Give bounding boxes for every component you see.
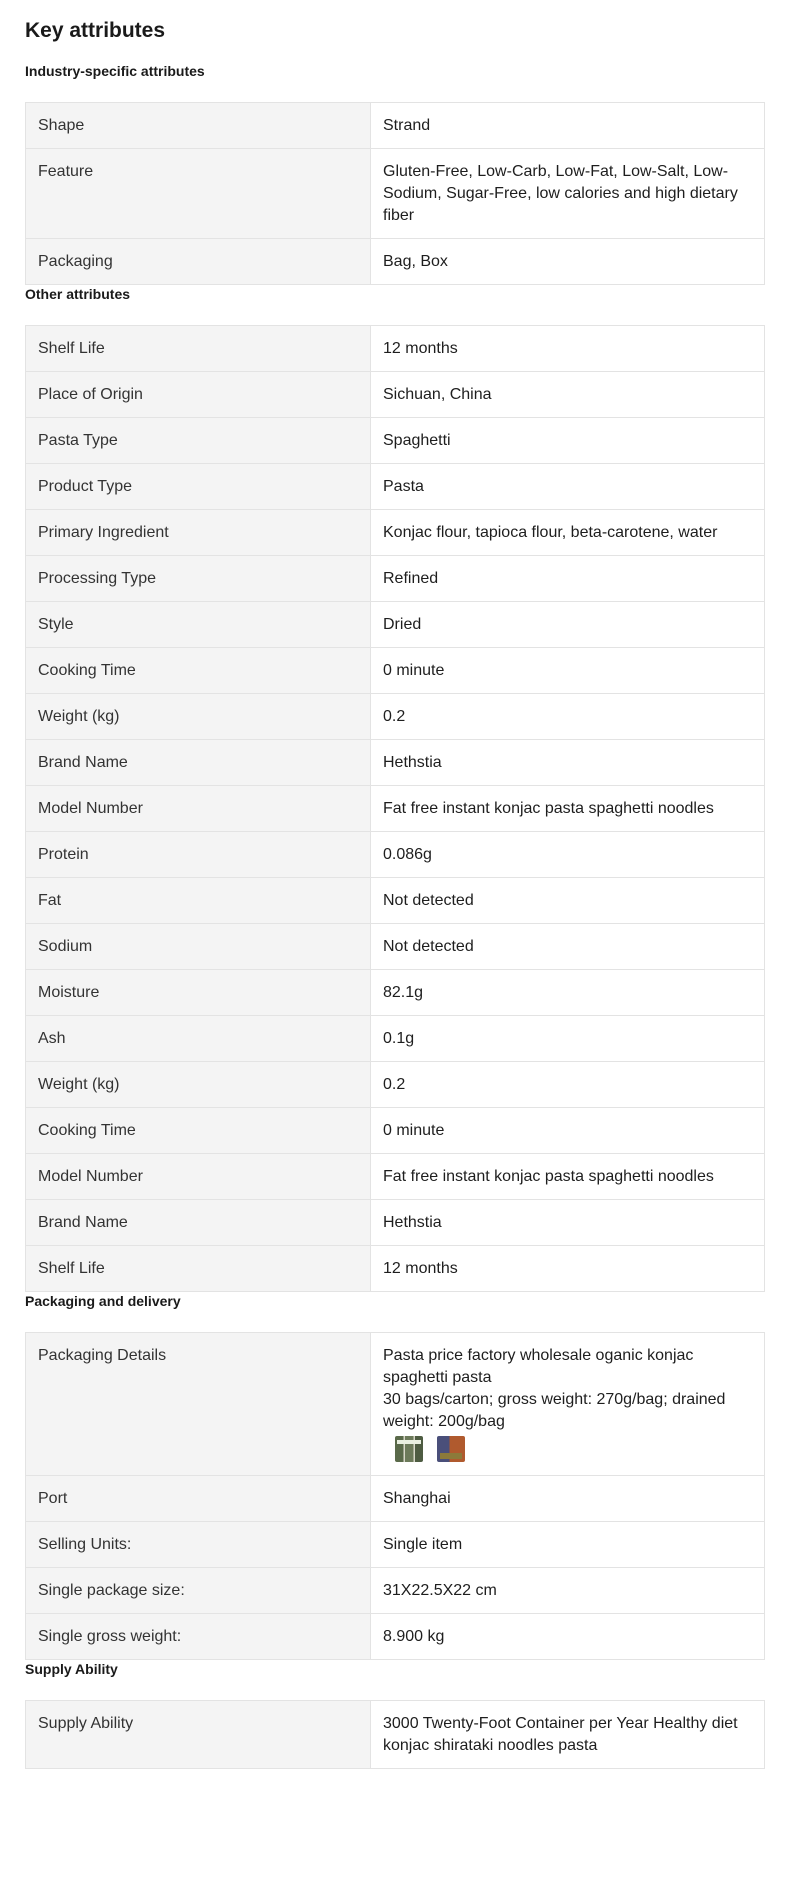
packaging-table <box>25 1332 765 1660</box>
other-section-title: Other attributes <box>25 286 131 302</box>
product-thumbnail[interactable] <box>437 1436 465 1462</box>
attribute-value: 0.2 <box>371 1062 765 1108</box>
attribute-value: Konjac flour, tapioca flour, beta-carotene, water <box>371 510 765 556</box>
attribute-value: 3000 Twenty-Foot Container per Year Healthy diet konjac shirataki noodles pasta <box>371 1701 765 1769</box>
attribute-value: Fat free instant konjac pasta spaghetti noodles <box>371 1154 765 1200</box>
attribute-key: Model Number <box>26 1154 371 1200</box>
attribute-value: Gluten-Free, Low-Carb, Low-Fat, Low-Salt, Low-Sodium, Sugar-Free, low calories and high dietary fiber <box>371 149 765 239</box>
attribute-value: Refined <box>371 556 765 602</box>
table-row <box>26 326 765 372</box>
attribute-key: Weight (kg) <box>26 694 371 740</box>
table-row <box>26 372 765 418</box>
attribute-key: Supply Ability <box>26 1701 371 1769</box>
attribute-value: Not detected <box>371 924 765 970</box>
attribute-key: Sodium <box>26 924 371 970</box>
table-row <box>26 103 765 149</box>
attribute-value: Pasta <box>371 464 765 510</box>
attribute-value: 8.900 kg <box>371 1614 765 1660</box>
attribute-value: 31X22.5X22 cm <box>371 1568 765 1614</box>
supply-table <box>25 1700 765 1769</box>
attribute-value: 0.1g <box>371 1016 765 1062</box>
attribute-value: 12 months <box>371 1246 765 1292</box>
attribute-key: Selling Units: <box>26 1522 371 1568</box>
table-row <box>26 878 765 924</box>
table-row <box>26 1701 765 1769</box>
attribute-key: Brand Name <box>26 1200 371 1246</box>
table-row <box>26 1333 765 1476</box>
table-row <box>26 1200 765 1246</box>
table-row <box>26 602 765 648</box>
table-row <box>26 239 765 285</box>
attribute-value: Single item <box>371 1522 765 1568</box>
supply-section-title: Supply Ability <box>25 1661 118 1677</box>
table-row <box>26 510 765 556</box>
attribute-key: Protein <box>26 832 371 878</box>
table-row <box>26 1522 765 1568</box>
attribute-key: Cooking Time <box>26 1108 371 1154</box>
table-row <box>26 970 765 1016</box>
table-row <box>26 1062 765 1108</box>
other-attributes-table <box>25 325 765 1292</box>
table-row <box>26 1568 765 1614</box>
attribute-key: Brand Name <box>26 740 371 786</box>
attribute-key: Moisture <box>26 970 371 1016</box>
attribute-key: Single gross weight: <box>26 1614 371 1660</box>
attribute-key: Product Type <box>26 464 371 510</box>
attribute-value: 0.2 <box>371 694 765 740</box>
attribute-value: 82.1g <box>371 970 765 1016</box>
attribute-value: 12 months <box>371 326 765 372</box>
attribute-value: Fat free instant konjac pasta spaghetti noodles <box>371 786 765 832</box>
attribute-value: Bag, Box <box>371 239 765 285</box>
table-row <box>26 786 765 832</box>
industry-attributes-table <box>25 102 765 285</box>
attribute-value: Dried <box>371 602 765 648</box>
table-row <box>26 556 765 602</box>
table-row <box>26 1476 765 1522</box>
attribute-key: Weight (kg) <box>26 1062 371 1108</box>
attribute-key: Processing Type <box>26 556 371 602</box>
attribute-value: Hethstia <box>371 740 765 786</box>
table-row <box>26 832 765 878</box>
attribute-key: Ash <box>26 1016 371 1062</box>
attribute-key: Style <box>26 602 371 648</box>
attribute-value: Sichuan, China <box>371 372 765 418</box>
packaging-details-line: 30 bags/carton; gross weight: 270g/bag; drained weight: 200g/bag <box>383 1391 726 1430</box>
table-row <box>26 1614 765 1660</box>
attribute-value: 0 minute <box>371 648 765 694</box>
table-row <box>26 1108 765 1154</box>
attribute-value: 0.086g <box>371 832 765 878</box>
table-row <box>26 1154 765 1200</box>
attribute-key: Fat <box>26 878 371 924</box>
attribute-key: Cooking Time <box>26 648 371 694</box>
table-row <box>26 418 765 464</box>
packaging-thumbnails <box>383 1433 752 1464</box>
attribute-value: Not detected <box>371 878 765 924</box>
attribute-key: Shelf Life <box>26 326 371 372</box>
attribute-key: Shape <box>26 103 371 149</box>
table-row <box>26 1246 765 1292</box>
packaging-section-title: Packaging and delivery <box>25 1293 181 1309</box>
table-row <box>26 694 765 740</box>
attribute-key: Place of Origin <box>26 372 371 418</box>
attribute-key: Single package size: <box>26 1568 371 1614</box>
attribute-value: 0 minute <box>371 1108 765 1154</box>
attribute-key: Shelf Life <box>26 1246 371 1292</box>
attribute-value: Shanghai <box>371 1476 765 1522</box>
industry-section-title: Industry-specific attributes <box>25 63 205 79</box>
table-row <box>26 1016 765 1062</box>
packaging-details-value <box>371 1333 765 1476</box>
table-row <box>26 648 765 694</box>
attribute-key: Pasta Type <box>26 418 371 464</box>
attribute-key: Model Number <box>26 786 371 832</box>
attribute-key: Port <box>26 1476 371 1522</box>
table-row <box>26 924 765 970</box>
attribute-value: Hethstia <box>371 1200 765 1246</box>
packaging-details-line: Pasta price factory wholesale oganic konjac spaghetti pasta <box>383 1347 694 1386</box>
table-row <box>26 464 765 510</box>
attribute-value: Spaghetti <box>371 418 765 464</box>
attribute-key: Feature <box>26 149 371 239</box>
table-row <box>26 740 765 786</box>
product-thumbnail[interactable] <box>395 1436 423 1462</box>
table-row <box>26 149 765 239</box>
attribute-key: Packaging <box>26 239 371 285</box>
page-title: Key attributes <box>25 19 166 42</box>
attribute-key: Packaging Details <box>26 1333 371 1476</box>
attribute-value: Strand <box>371 103 765 149</box>
attribute-key: Primary Ingredient <box>26 510 371 556</box>
